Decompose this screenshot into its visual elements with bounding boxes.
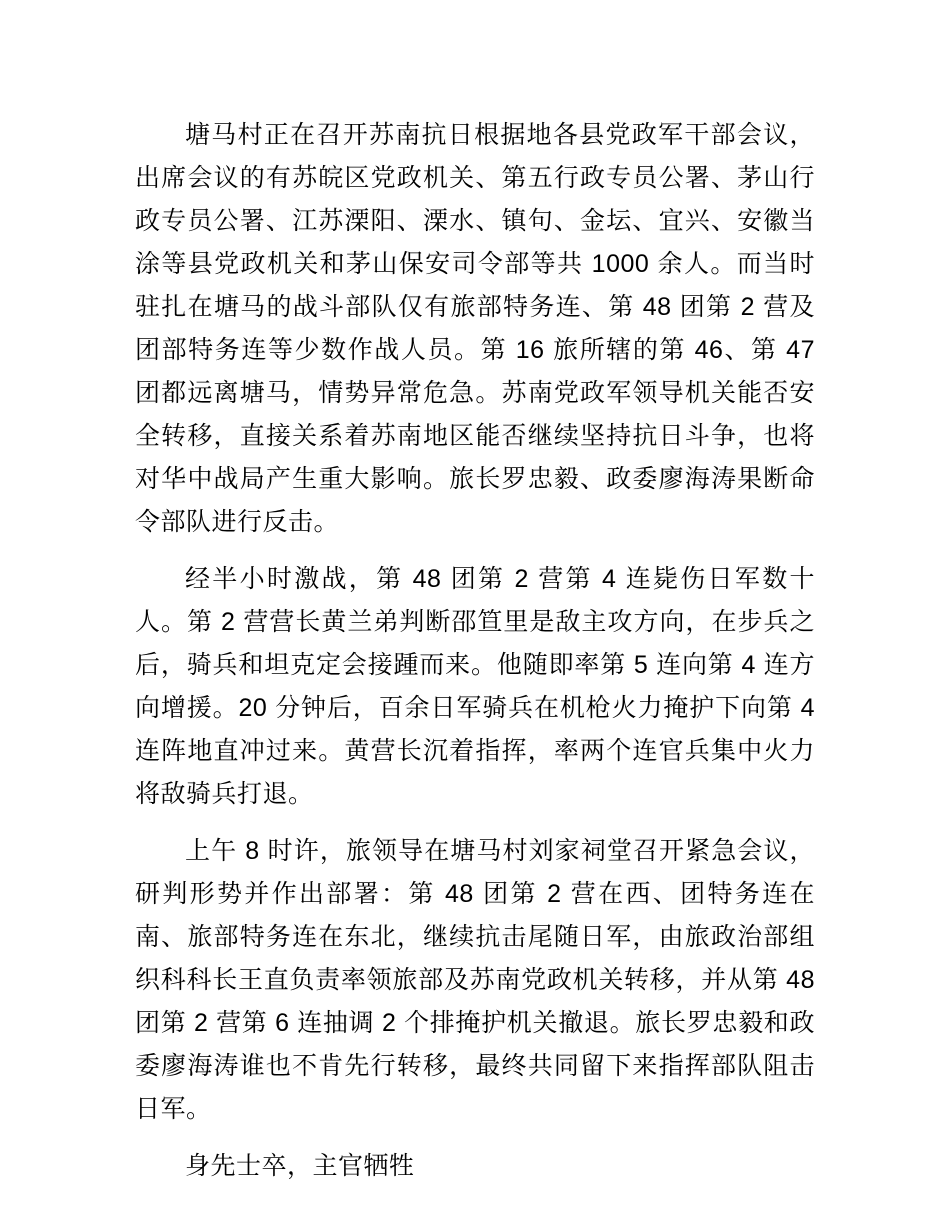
- body-paragraph-3: 上午 8 时许，旅领导在塘马村刘家祠堂召开紧急会议，研判形势并作出部署：第 48 团第 2 营在西、团特务连在南、旅部特务连在东北，继续抗击尾随日军，由旅政治部组织科科长王直负责率领旅部及苏南党政机关转移，并从第 48 团第 2 营第 6 连抽调 2 个排掩护机关撤退。旅长罗忠毅和政委廖海涛谁也不肯先行转移，最终共同留下来指挥部队阻击日军。: [135, 837, 815, 1123]
- body-paragraph-2: 经半小时激战，第 48 团第 2 营第 4 连毙伤日军数十人。第 2 营营长黄兰弟判断邵笪里是敌主攻方向，在步兵之后，骑兵和坦克定会接踵而来。他随即率第 5 连向第 4 连方向增援。20 分钟后，百余日军骑兵在机枪火力掩护下向第 4 连阵地直冲过来。黄营长沉着指挥，率两个连官兵集中火力将敌骑兵打退。: [135, 565, 815, 808]
- body-paragraph-1: 塘马村正在召开苏南抗日根据地各县党政军干部会议，出席会议的有苏皖区党政机关、第五行政专员公署、茅山行政专员公署、江苏溧阳、溧水、镇句、金坛、宜兴、安徽当涂等县党政机关和茅山保安司令部等共 1000 余人。而当时驻扎在塘马的战斗部队仅有旅部特务连、第 48 团第 2 营及团部特务连等少数作战人员。第 16 旅所辖的第 46、第 47 团都远离塘马，情势异常危急。苏南党政军领导机关能否安全转移，直接关系着苏南地区能否继续坚持抗日斗争，也将对华中战局产生重大影响。旅长罗忠毅、政委廖海涛果断命令部队进行反击。: [135, 121, 815, 536]
- section-heading: 身先士卒，主官牺牲: [185, 1152, 415, 1180]
